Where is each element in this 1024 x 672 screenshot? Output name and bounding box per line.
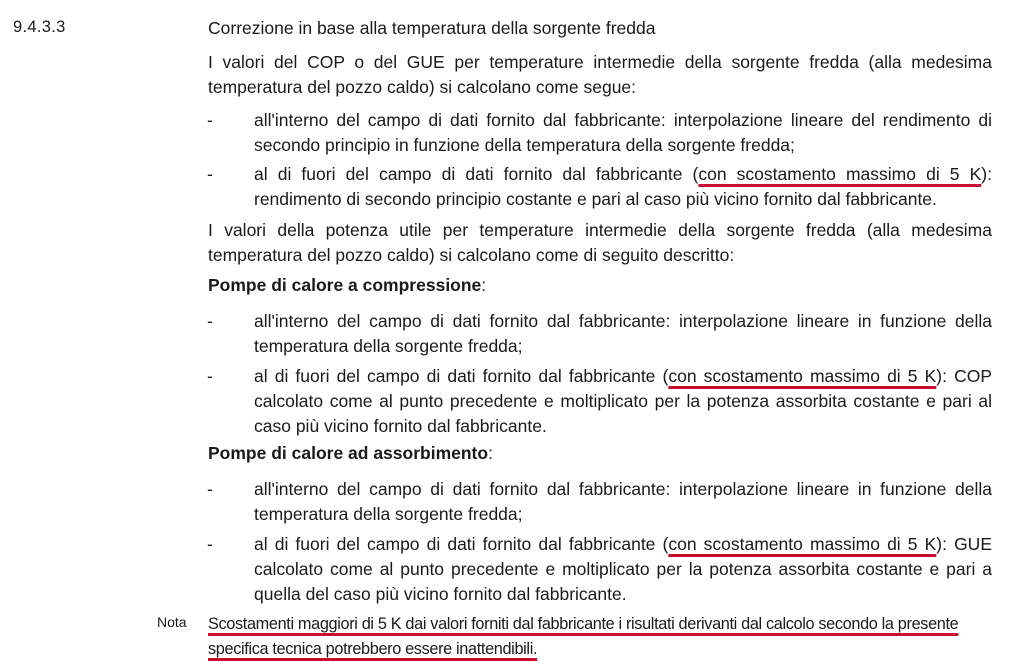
note-text: Scostamenti maggiori di 5 K dai valori forniti dal fabbricante i risultati derivanti dal calcolo secondo la presente specifica tecnica potrebbero essere inattendibili. xyxy=(208,615,959,658)
list-item: all'interno del campo di dati fornito dal fabbricante: interpolazione lineare del rendimento di secondo principio in funzione della temperatura della sorgente fredda; xyxy=(254,110,992,155)
list-dash: - xyxy=(207,534,213,554)
list-item: al di fuori del campo di dati fornito dal fabbricante (con scostamento massimo di 5 K): GUE calcolato come al punto precedente e moltiplicato per la potenza assorbita costante e pari a quella del caso più vicino fornito dal fabbricante. xyxy=(254,534,992,604)
section-title: Correzione in base alla temperatura della sorgente fredda xyxy=(208,18,656,38)
paragraph-power: I valori della potenza utile per temperature intermedie della sorgente fredda (alla medesima temperatura del pozzo caldo) si calcolano come di seguito descritto: xyxy=(208,220,992,265)
list-item: al di fuori del campo di dati fornito dal fabbricante (con scostamento massimo di 5 K): rendimento di secondo principio costante e pari al caso più vicino fornito dal fabbricante. xyxy=(254,164,992,209)
highlighted-phrase: con scostamento massimo di 5 K xyxy=(668,534,937,554)
list-item: al di fuori del campo di dati fornito dal fabbricante (con scostamento massimo di 5 K): COP calcolato come al punto precedente e moltiplicato per la potenza assorbita costante e pari al caso più vicino fornito dal fabbricante. xyxy=(254,366,992,436)
highlighted-phrase: con scostamento massimo di 5 K xyxy=(698,164,982,184)
heading-compression: Pompe di calore a compressione: xyxy=(208,275,487,295)
list-dash: - xyxy=(207,164,213,184)
highlighted-phrase: con scostamento massimo di 5 K xyxy=(668,366,937,386)
paragraph-cop-gue: I valori del COP o del GUE per temperature intermedie della sorgente fredda (alla medesima temperatura del pozzo caldo) si calcolano come segue: xyxy=(208,52,992,97)
list-dash: - xyxy=(207,479,213,499)
list-dash: - xyxy=(207,366,213,386)
note-label: Nota xyxy=(157,614,187,630)
list-dash: - xyxy=(207,311,213,331)
section-number: 9.4.3.3 xyxy=(13,18,66,36)
list-dash: - xyxy=(207,110,213,130)
list-item: all'interno del campo di dati fornito dal fabbricante: interpolazione lineare in funzione della temperatura della sorgente fredda; xyxy=(254,311,992,356)
list-item: all'interno del campo di dati fornito dal fabbricante: interpolazione lineare in funzione della temperatura della sorgente fredda; xyxy=(254,479,992,524)
heading-absorption: Pompe di calore ad assorbimento: xyxy=(208,443,493,463)
